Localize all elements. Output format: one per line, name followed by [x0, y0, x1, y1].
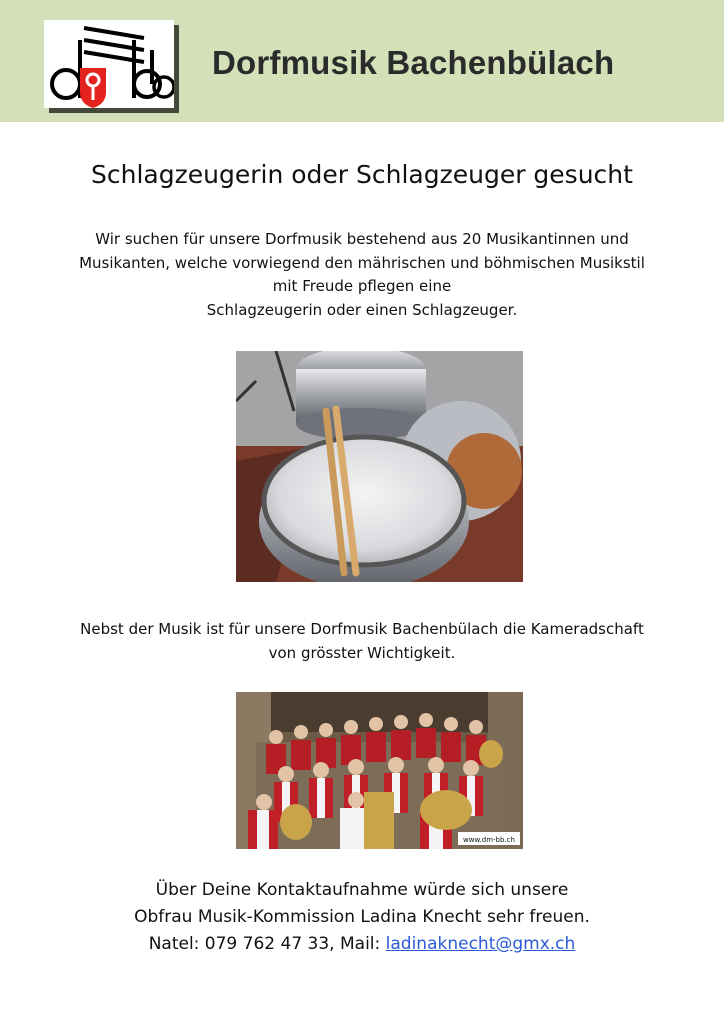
camaraderie-paragraph: [40, 618, 684, 665]
intro-paragraph: [40, 228, 684, 322]
intro-line: Musikanten, welche vorwiegend den mährischen und böhmischen Musikstil: [79, 253, 645, 272]
intro-line: mit Freude pflegen eine: [272, 277, 452, 295]
contact-line-3: [40, 931, 684, 958]
intro-line: Wir suchen für unsere Dorfmusik bestehend aus 20 Musikantinnen und: [95, 230, 629, 248]
contact-line-1: Über Deine Kontaktaufnahme würde sich unsere: [155, 880, 569, 900]
middle-line: Nebst der Musik ist für unsere Dorfmusik Bachenbülach die Kameradschaft: [80, 620, 644, 638]
photo-watermark: www.dm-bb.ch: [463, 836, 515, 844]
drum-kit-photo: [236, 351, 523, 582]
phone-text: Natel: 079 762 47 33, Mail:: [148, 934, 386, 954]
page-title: Schlagzeugerin oder Schlagzeuger gesucht: [91, 160, 633, 189]
band-group-photo: [236, 692, 523, 849]
org-name: Dorfmusik Bachenbülach: [212, 44, 615, 81]
middle-line: von grösster Wichtigkeit.: [268, 643, 456, 662]
contact-line-2: Obfrau Musik-Kommission Ladina Knecht sehr freuen.: [134, 907, 590, 927]
logo-icon: [44, 20, 174, 108]
header-banner: [0, 0, 724, 122]
contact-paragraph: [40, 877, 684, 958]
email-link[interactable]: ladinaknecht@gmx.ch: [385, 934, 576, 954]
intro-line: Schlagzeugerin oder einen Schlagzeuger.: [206, 300, 518, 319]
dmbb-logo: [44, 20, 174, 108]
